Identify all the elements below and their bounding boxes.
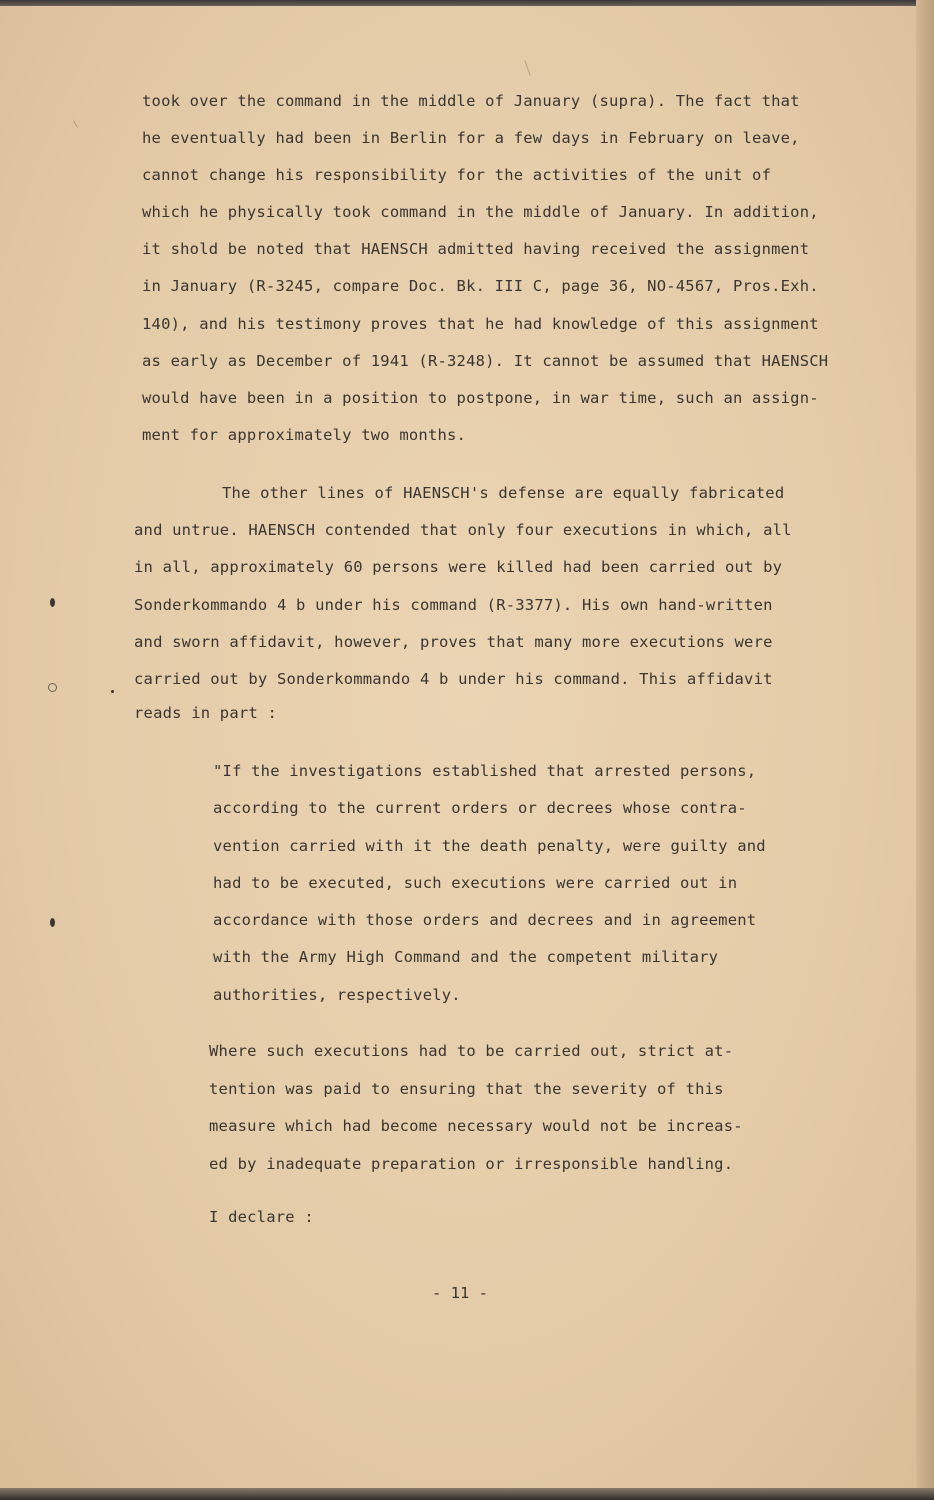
paragraph1-line-4: which he physically took command in the middle of January. In addition, bbox=[142, 203, 819, 221]
paragraph2-line-2: and untrue. HAENSCH contended that only four executions in which, all bbox=[134, 521, 792, 539]
scan-edge-right bbox=[916, 0, 934, 1500]
declare-line: I declare : bbox=[209, 1208, 314, 1226]
page-number: - 11 - bbox=[432, 1284, 488, 1302]
paragraph2-line-1: The other lines of HAENSCH's defense are equally fabricated bbox=[222, 484, 785, 502]
paragraph1-line-8: as early as December of 1941 (R-3248). It cannot be assumed that HAENSCH bbox=[142, 352, 829, 370]
quote1-line-3: vention carried with it the death penalty, were guilty and bbox=[213, 837, 766, 855]
quote1-line-5: accordance with those orders and decrees and in agreement bbox=[213, 911, 757, 929]
quote2-line-1: Where such executions had to be carried out, strict at- bbox=[209, 1042, 734, 1060]
quote1-line-1: "If the investigations established that arrested persons, bbox=[213, 762, 757, 780]
scan-speck bbox=[50, 918, 55, 927]
quote1-line-6: with the Army High Command and the competent military bbox=[213, 948, 719, 966]
scan-scratch bbox=[524, 60, 530, 75]
paragraph2-line-6: carried out by Sonderkommando 4 b under his command. This affidavit bbox=[134, 670, 773, 688]
paragraph1-line-9: would have been in a position to postpone, in war time, such an assign- bbox=[142, 389, 819, 407]
paragraph1-line-1: took over the command in the middle of January (supra). The fact that bbox=[142, 92, 800, 110]
paragraph1-line-10: ment for approximately two months. bbox=[142, 426, 467, 444]
quote1-line-4: had to be executed, such executions were carried out in bbox=[213, 874, 738, 892]
paragraph1-line-5: it shold be noted that HAENSCH admitted having received the assignment bbox=[142, 240, 810, 258]
quote2-line-3: measure which had become necessary would not be increas- bbox=[209, 1117, 743, 1135]
quote1-line-2: according to the current orders or decrees whose contra- bbox=[213, 799, 747, 817]
scan-speck bbox=[50, 598, 55, 607]
scan-edge-bottom bbox=[0, 1488, 934, 1500]
paragraph2-line-4: Sonderkommando 4 b under his command (R-3377). His own hand-written bbox=[134, 596, 773, 614]
paragraph1-line-6: in January (R-3245, compare Doc. Bk. III C, page 36, NO-4567, Pros.Exh. bbox=[142, 277, 819, 295]
scan-speck bbox=[48, 683, 57, 692]
scan-edge-top bbox=[0, 0, 934, 6]
paragraph2-line-3: in all, approximately 60 persons were killed had been carried out by bbox=[134, 558, 783, 576]
paragraph1-line-3: cannot change his responsibility for the activities of the unit of bbox=[142, 166, 772, 184]
scan-scratch bbox=[73, 120, 78, 127]
paragraph1-line-7: 140), and his testimony proves that he had knowledge of this assignment bbox=[142, 315, 819, 333]
quote2-line-4: ed by inadequate preparation or irresponsible handling. bbox=[209, 1155, 734, 1173]
quote1-line-7: authorities, respectively. bbox=[213, 986, 461, 1004]
scan-speck bbox=[111, 690, 114, 693]
paragraph2-line-7: reads in part : bbox=[134, 704, 277, 722]
paragraph2-line-5: and sworn affidavit, however, proves that many more executions were bbox=[134, 633, 773, 651]
quote2-line-2: tention was paid to ensuring that the severity of this bbox=[209, 1080, 724, 1098]
paragraph1-line-2: he eventually had been in Berlin for a few days in February on leave, bbox=[142, 129, 800, 147]
